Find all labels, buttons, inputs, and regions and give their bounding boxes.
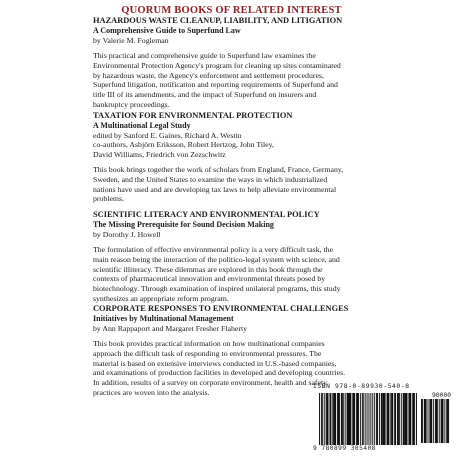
series-banner <box>0 0 463 16</box>
barcode-bar <box>365 393 366 445</box>
barcode-bar <box>343 393 344 445</box>
barcode-bar <box>387 393 390 445</box>
description-line: material is based on extensive interviews conducted in U.S.-based companies, <box>93 358 337 368</box>
price-code: 90000 <box>432 392 451 399</box>
description-line: nations have used and are developing tax laws to help alleviate environmental <box>93 184 337 194</box>
barcode-bar <box>376 393 377 445</box>
barcode-bar <box>337 393 340 445</box>
book-title: HAZARDOUS WASTE CLEANUP, LIABILITY, AND LITIGATION <box>93 16 343 25</box>
addon-bar <box>433 399 434 443</box>
barcode-bar <box>374 393 375 445</box>
barcode-bar <box>352 393 355 445</box>
barcode-bars-icon <box>319 393 419 445</box>
description-line: This book provides practical information on how multinational companies <box>93 339 325 349</box>
book-entry-scientific-literacy <box>93 210 378 303</box>
book-title: TAXATION FOR ENVIRONMENTAL PROTECTION <box>93 111 293 120</box>
addon-bar <box>429 399 432 443</box>
book-subtitle: Initiatives by Multinational Management <box>93 314 234 323</box>
banner-text: QUORUM BOOKS OF RELATED INTEREST <box>121 5 342 16</box>
description-line: This practical and comprehensive guide to Superfund law examines the <box>93 51 316 61</box>
description-line: and examinations of production facilities in developed and developing countries. <box>93 368 346 378</box>
book-description <box>93 165 378 204</box>
barcode-bar <box>319 393 320 445</box>
barcode-bar <box>321 393 322 445</box>
barcode-bar <box>383 393 386 445</box>
book-entry-hazardous-waste <box>93 16 378 109</box>
barcode-bar <box>329 393 331 445</box>
book-author: by Dorothy J. Howell <box>93 229 161 239</box>
barcode-bar <box>414 393 415 445</box>
book-subtitle: The Missing Prerequisite for Sound Decision Making <box>93 220 274 229</box>
barcode-bar <box>356 393 358 445</box>
barcode-bar <box>370 393 371 445</box>
addon-bar <box>441 399 444 443</box>
book-title: CORPORATE RESPONSES TO ENVIRONMENTAL CHALLENGES <box>93 304 349 313</box>
barcode-bar <box>363 393 364 445</box>
isbn-label: ISBN 978-0-89930-540-8 <box>313 383 410 390</box>
addon-bar <box>435 399 438 443</box>
description-line: bankruptcy proceedings. <box>93 99 170 109</box>
barcode-bar <box>367 393 368 445</box>
book-subtitle: A Comprehensive Guide to Superfund Law <box>93 26 241 35</box>
barcode-bar <box>362 393 363 445</box>
addon-bar <box>421 399 423 443</box>
description-line: The formulation of effective environmental policy is a very difficult task, the <box>93 245 334 255</box>
addon-bar <box>439 399 440 443</box>
barcode-bar <box>327 393 329 445</box>
description-line: Sweden, and the United States to examine the ways in which industrialized <box>93 174 328 184</box>
barcode-bar <box>322 393 323 445</box>
barcode-bar <box>324 393 325 445</box>
barcode-bar <box>377 393 378 445</box>
addon-barcode-icon <box>421 399 451 445</box>
addon-bar <box>428 399 429 443</box>
barcode-bar <box>408 393 411 445</box>
barcode-bar <box>372 393 373 445</box>
description-line: Superfund litigation, notification and reporting requirements of Superfund and <box>93 80 338 90</box>
book-coauthors: co-authors, Asbjörn Eriksson, Robert Hertzog, John Tiley, <box>93 140 274 150</box>
book-entry-taxation <box>93 111 378 204</box>
barcode-bar <box>326 393 327 445</box>
barcode-bar <box>412 393 414 445</box>
ean-digits: 9 780899 305408 <box>313 445 376 452</box>
book-description <box>93 51 378 109</box>
description-line: Environmental Protection Agency's program for cleaning up sites contaminated <box>93 60 341 70</box>
description-line: problems. <box>93 194 124 204</box>
book-author: by Valerie M. Fogleman <box>93 35 169 45</box>
description-line: In addition, results of a survey on corporate environment, health and safety <box>93 377 328 387</box>
description-line: practices are woven into the analysis. <box>93 387 210 397</box>
description-line: main reason being the interaction of the politico-legal system with science, and <box>93 254 340 264</box>
book-editors: edited by Sanford E. Gaines, Richard A. Westin <box>93 130 242 140</box>
description-line: contexts of pharmaceutical innovation and environmental threats posed by <box>93 274 326 284</box>
barcode-bar <box>390 393 391 445</box>
barcode-bar <box>368 393 369 445</box>
barcode-bar <box>345 393 346 445</box>
barcode-bar <box>347 393 349 445</box>
barcode-bar <box>381 393 383 445</box>
barcode-bar <box>391 393 393 445</box>
isbn-barcode-block <box>313 383 451 463</box>
addon-bar <box>424 399 427 443</box>
barcode-bar <box>405 393 408 445</box>
barcode-bar <box>341 393 343 445</box>
book-author: by Ann Rappaport and Margaret Fresher Flaherty <box>93 323 248 333</box>
barcode-bar <box>349 393 352 445</box>
barcode-bar <box>358 393 359 445</box>
addon-bar <box>444 399 445 443</box>
barcode-bar <box>379 393 380 445</box>
description-line: approach the difficult task of responding to environmental pressures. The <box>93 348 322 358</box>
book-subtitle: A Multinational Legal Study <box>93 121 191 130</box>
book-title: SCIENTIFIC LITERACY AND ENVIRONMENTAL POLICY <box>93 210 320 219</box>
description-line: synthesizes an appropriate reform program. <box>93 293 229 303</box>
description-line: title III of its amendments, and the impact of Superfund on insurers and <box>93 89 317 99</box>
barcode-bar <box>332 393 333 445</box>
barcode-bar <box>416 393 417 445</box>
book-description <box>93 245 378 303</box>
barcode-bar <box>397 393 399 445</box>
barcode-bar <box>403 393 405 445</box>
description-line: scientific illiteracy. These dilemmas are explored in this book through the <box>93 264 323 274</box>
barcode-bar <box>394 393 396 445</box>
barcode-bar <box>333 393 336 445</box>
description-line: by hazardous waste, the Agency's enforcement and settlement procedures, <box>93 70 324 80</box>
addon-bar <box>446 399 449 443</box>
barcode-bar <box>360 393 361 445</box>
description-line: This book brings together the work of scholars from England, France, Germany, <box>93 165 344 175</box>
book-coauthors: David Williams, Friedrich von Zezschwitz <box>93 149 226 159</box>
barcode-bar <box>399 393 400 445</box>
description-line: biotechnology. Through examination of inspired unilateral programs, this study <box>93 283 341 293</box>
barcode-bar <box>401 393 402 445</box>
